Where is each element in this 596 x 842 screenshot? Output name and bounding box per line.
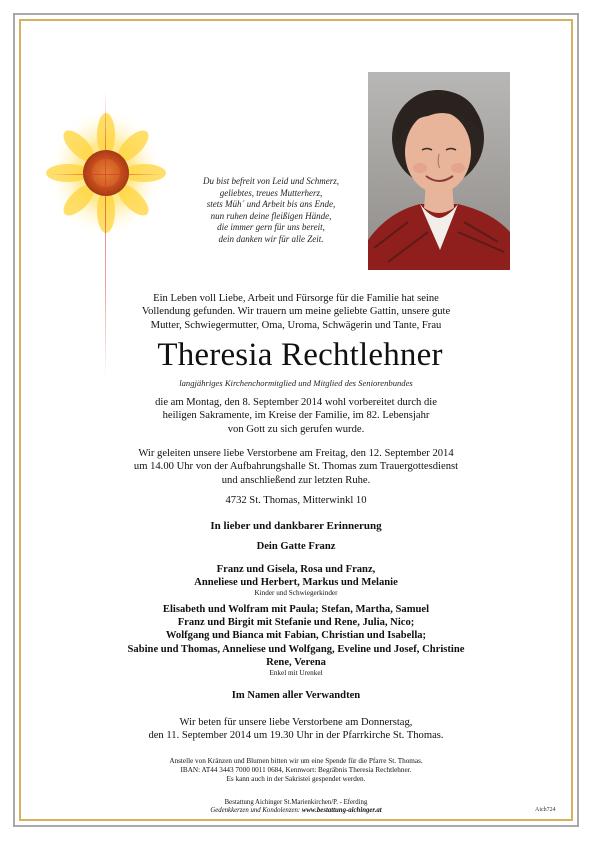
poem: [185, 176, 357, 246]
funeral-line: und anschließend zur letzten Ruhe.: [221, 474, 371, 486]
funeral-notice: [110, 447, 482, 487]
donation-line: IBAN: AT44 3443 7000 0011 0684, Kennwort: Begräbnis Theresia Rechtlehner.: [180, 766, 412, 774]
poem-line: dein danken wir für alle Zeit.: [218, 233, 324, 244]
funeral-line: um 14.00 Uhr von der Aufbahrungshalle St. Thomas zum Trauergottesdienst: [133, 461, 459, 473]
poem-line: Du bist befreit von Leid und Schmerz,: [203, 176, 339, 186]
cross-horizontal-line: [50, 174, 162, 175]
portrait-photo: [368, 72, 510, 270]
grandchildren-line: Rene, Verena: [266, 656, 326, 668]
footer: [120, 799, 472, 816]
death-notice-line: die am Montag, den 8. September 2014 wohl vorbereitet durch die: [155, 397, 437, 408]
grandchildren-list: [100, 603, 492, 669]
relatives-line: Im Namen aller Verwandten: [231, 690, 361, 701]
memory-heading: In lieber und dankbarer Erinnerung: [210, 520, 382, 532]
death-notice-line: heiligen Sakramente, im Kreise der Familie, im 82. Lebensjahr: [162, 410, 430, 422]
grandchildren-line: Elisabeth und Wolfram mit Paula; Stefan, Martha, Samuel: [162, 604, 430, 615]
grandchildren-line: Franz und Birgit mit Stefanie und Rene, Julia, Nico;: [177, 617, 415, 629]
grandchildren-caption: Enkel mit Urenkel: [269, 669, 323, 677]
intro-text: [120, 292, 472, 332]
deceased-name: Theresia Rechtlehner: [157, 337, 443, 373]
intro-line: Vollendung gefunden. Wir trauern um meine geliebte Gattin, unsere gute: [141, 306, 451, 318]
footer-undertaker: Bestattung Aichinger St.Marienkirchen/P. - Eferding: [224, 799, 368, 806]
prayer-line: den 11. September 2014 um 19.30 Uhr in der Pfarrkirche St. Thomas.: [148, 730, 444, 742]
address: 4732 St. Thomas, Mitterwinkl 10: [225, 495, 367, 506]
poem-line: nun ruhen deine fleißigen Hände,: [210, 210, 332, 221]
children-line: Anneliese und Herbert, Markus und Melanie: [194, 577, 398, 589]
grandchildren-line: Sabine und Thomas, Anneliese und Wolfgang, Eveline und Josef, Christine: [127, 643, 465, 655]
death-notice-line: von Gott zu sich gerufen wurde.: [227, 423, 365, 435]
spouse: Dein Gatte Franz: [256, 541, 336, 552]
donation-notice: [120, 757, 472, 784]
deceased-subtitle: langjähriges Kirchenchormitglied und Mitglied des Seniorenbundes: [179, 378, 413, 388]
prayer-line: Wir beten für unsere liebe Verstorbene am Donnerstag,: [179, 717, 413, 728]
children-line: Franz und Gisela, Rosa und Franz,: [216, 564, 376, 575]
intro-line: Ein Leben voll Liebe, Arbeit und Fürsorge für die Familie hat seine: [153, 293, 439, 304]
prayer-notice: [120, 716, 472, 743]
children-caption: Kinder und Schwiegerkinder: [254, 589, 338, 597]
flower-icon: [46, 95, 166, 245]
footer-condolences: [120, 807, 472, 815]
footer-condolences-label: Gedenkkerzen und Kondolenzen:: [210, 807, 302, 815]
donation-line: Anstelle von Kränzen und Blumen bitten wir um eine Spende für die Pfarre St. Thomas.: [169, 757, 423, 765]
death-notice: [120, 396, 472, 436]
funeral-line: Wir geleiten unsere liebe Verstorbene am Freitag, den 12. September 2014: [138, 448, 454, 459]
poem-line: die immer gern für uns bereit,: [217, 222, 325, 233]
intro-line: Mutter, Schwiegermutter, Oma, Uroma, Schwägerin und Tante, Frau: [150, 319, 442, 331]
footer-website-link[interactable]: www.bestattung-aichinger.at: [301, 807, 382, 815]
grandchildren-line: Wolfgang und Bianca mit Fabian, Christian und Isabella;: [165, 630, 427, 642]
children-list: [120, 563, 472, 589]
poem-line: geliebtes, treues Mutterherz,: [219, 187, 323, 198]
donation-line: Es kann auch in der Sakristei gespendet werden.: [226, 775, 366, 783]
document-code: Aich724: [535, 807, 556, 813]
poem-line: stets Müh´ und Arbeit bis ans Ende,: [206, 199, 336, 210]
